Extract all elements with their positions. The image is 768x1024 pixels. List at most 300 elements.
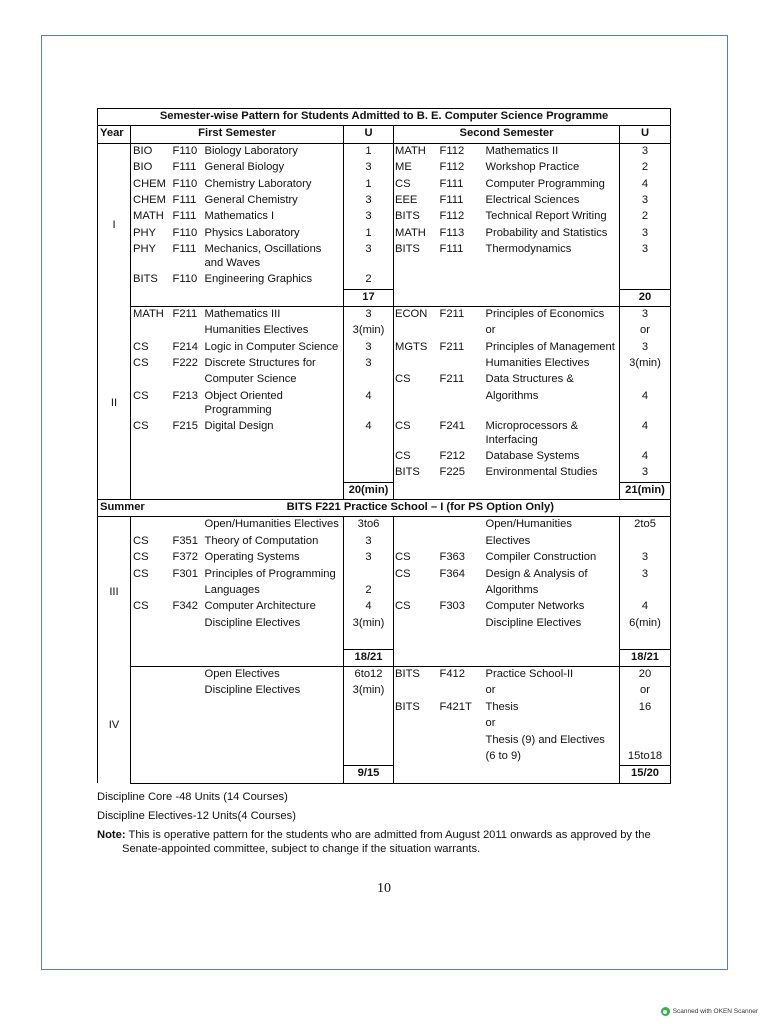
- course-dept: [394, 534, 438, 550]
- course-units: 3: [344, 160, 394, 176]
- course-title: Design & Analysis of: [485, 567, 588, 580]
- course-dept: [394, 323, 438, 339]
- course-title: Biology Laboratory: [204, 144, 298, 157]
- course-title: Theory of Computation: [204, 534, 319, 547]
- course-title: Thermodynamics: [485, 243, 572, 256]
- course-title: Data Structures &: [485, 373, 574, 386]
- course-units: 3(min): [620, 356, 671, 372]
- course-dept: [394, 716, 438, 732]
- course-title: or: [485, 324, 496, 337]
- course-units: 4: [344, 419, 394, 449]
- course-code: [438, 323, 484, 339]
- course-code: F111: [172, 161, 197, 174]
- course-units: 4: [344, 389, 394, 419]
- course-units: or: [620, 323, 671, 339]
- course-title: or: [485, 684, 496, 697]
- course-units: [620, 583, 671, 599]
- course-title: Languages: [204, 583, 260, 596]
- course-title: Mechanics, Oscillations and Waves: [204, 243, 322, 270]
- year-label: IV: [98, 666, 131, 783]
- course-title: Engineering Graphics: [204, 273, 313, 286]
- course-dept: CS: [133, 419, 149, 432]
- scanner-text: Scanned with OKEN Scanner: [672, 1008, 758, 1015]
- total-row: [98, 289, 671, 306]
- course-dept: BITS: [395, 243, 420, 256]
- course-code: [171, 716, 203, 732]
- course-title: Open Electives: [204, 667, 280, 680]
- course-title: Discrete Structures for: [204, 357, 316, 370]
- course-code: F110: [172, 177, 198, 190]
- table-row: [98, 340, 671, 356]
- course-dept: BITS: [395, 466, 420, 479]
- course-title: Database Systems: [485, 449, 580, 462]
- course-dept: [131, 616, 171, 632]
- course-title: [203, 700, 344, 716]
- course-title: Computer Networks: [485, 600, 585, 613]
- total-units-second: 18/21: [620, 649, 671, 666]
- note-block: [97, 828, 677, 856]
- course-dept: CS: [395, 419, 411, 432]
- course-units: 2: [344, 272, 394, 289]
- course-title: General Chemistry: [204, 193, 298, 206]
- course-title: Workshop Practice: [485, 161, 580, 174]
- course-code: [171, 616, 203, 632]
- course-code: F212: [439, 449, 465, 462]
- course-dept: [131, 749, 171, 766]
- course-dept: [394, 749, 438, 766]
- course-units: 3: [344, 209, 394, 225]
- course-title: [484, 632, 620, 649]
- course-units: 3: [620, 550, 671, 566]
- total-units-first: 20(min): [344, 482, 394, 499]
- course-title: Microprocessors & Interfacing: [485, 419, 579, 446]
- course-units: 4: [620, 449, 671, 465]
- course-title: Computer Architecture: [204, 600, 316, 613]
- course-dept: [131, 583, 171, 599]
- table-row: [98, 389, 671, 419]
- course-code: [171, 683, 203, 699]
- course-code: F111: [439, 193, 464, 206]
- course-units: [344, 716, 394, 732]
- total-row: [98, 649, 671, 666]
- course-units: 16: [620, 700, 671, 716]
- course-code: F214: [172, 340, 198, 353]
- course-code: F211: [172, 307, 198, 320]
- course-units: 3: [344, 242, 394, 272]
- course-units: 2: [620, 209, 671, 225]
- course-title: Logic in Computer Science: [204, 340, 339, 353]
- course-code: F372: [172, 551, 198, 564]
- course-units: 2to5: [620, 517, 671, 534]
- course-code: F421T: [439, 700, 472, 713]
- course-units: 15to18: [620, 749, 671, 766]
- course-title: Algorithms: [485, 583, 539, 596]
- table-row: [98, 449, 671, 465]
- course-units: 3: [620, 226, 671, 242]
- course-code: [171, 666, 203, 683]
- course-units: 3(min): [344, 616, 394, 632]
- course-code: [438, 356, 484, 372]
- course-dept: CS: [133, 357, 149, 370]
- course-units: [344, 632, 394, 649]
- course-code: F110: [172, 144, 198, 157]
- total-units-second: 21(min): [620, 482, 671, 499]
- course-code: [438, 583, 484, 599]
- course-title: Practice School-II: [485, 667, 574, 680]
- course-code: F111: [172, 243, 197, 256]
- course-title: [203, 449, 344, 465]
- course-dept: [131, 666, 171, 683]
- total-units-first: 9/15: [344, 766, 394, 783]
- table-row: [98, 323, 671, 339]
- discipline-core-text: Discipline Core -48 Units (14 Courses): [97, 791, 288, 803]
- course-units: [344, 449, 394, 465]
- course-dept: CHEM: [133, 193, 166, 206]
- year-label: III: [98, 517, 131, 667]
- course-units: [620, 716, 671, 732]
- course-code: F412: [439, 667, 465, 680]
- course-dept: BIO: [133, 161, 153, 174]
- total-units-first: 17: [344, 289, 394, 306]
- course-units: 3: [344, 356, 394, 372]
- course-units: 3(min): [344, 683, 394, 699]
- course-title: Compiler Construction: [485, 551, 597, 564]
- table-row: [98, 272, 671, 289]
- course-units: 6(min): [620, 616, 671, 632]
- course-code: F213: [172, 389, 198, 402]
- course-title: [203, 465, 344, 482]
- discipline-electives-text: Discipline Electives-12 Units(4 Courses): [97, 810, 296, 822]
- course-units: [620, 272, 671, 289]
- course-code: F211: [439, 373, 465, 386]
- course-units: 3to6: [344, 517, 394, 534]
- course-dept: CS: [133, 600, 149, 613]
- course-code: F301: [172, 567, 198, 580]
- table-row: [98, 193, 671, 209]
- table-row: [98, 419, 671, 449]
- spacer: [131, 766, 344, 783]
- course-units: 2: [620, 160, 671, 176]
- course-code: [171, 465, 203, 482]
- table-row: [98, 534, 671, 550]
- header-units-second: U: [620, 126, 671, 143]
- course-code: [438, 517, 484, 534]
- course-code: [171, 517, 203, 534]
- course-title: Open/Humanities Electives: [204, 518, 339, 531]
- course-dept: CS: [395, 449, 411, 462]
- course-code: [438, 616, 484, 632]
- course-units: [344, 372, 394, 388]
- course-dept: MATH: [133, 210, 164, 223]
- course-code: [171, 583, 203, 599]
- course-code: [438, 716, 484, 732]
- table-row: [98, 666, 671, 683]
- course-title: Principles of Economics: [485, 307, 605, 320]
- course-units: 3: [620, 143, 671, 160]
- note-line-1: This is operative pattern for the students who are admitted from August 2011 onwards as approved by the: [128, 829, 651, 841]
- course-code: F111: [439, 177, 464, 190]
- course-dept: [394, 583, 438, 599]
- course-dept: ECON: [395, 307, 428, 320]
- course-code: F303: [439, 600, 465, 613]
- curriculum-table: [97, 108, 671, 784]
- course-code: [438, 632, 484, 649]
- course-title: Mathematics II: [485, 144, 559, 157]
- course-units: 3: [344, 534, 394, 550]
- table-row: [98, 209, 671, 225]
- header-units-first: U: [344, 126, 394, 143]
- course-code: F110: [172, 273, 198, 286]
- table-row: [98, 733, 671, 749]
- total-row: [98, 482, 671, 499]
- course-title: [203, 749, 344, 766]
- total-units-first: 18/21: [344, 649, 394, 666]
- course-units: 4: [344, 599, 394, 615]
- course-dept: CS: [395, 567, 411, 580]
- course-units: 3(min): [344, 323, 394, 339]
- course-title: Discipline Electives: [485, 616, 582, 629]
- spacer: [131, 289, 344, 306]
- course-title: [203, 733, 344, 749]
- course-dept: CS: [395, 600, 411, 613]
- course-title: Principles of Management: [485, 340, 615, 353]
- course-dept: CS: [133, 551, 149, 564]
- course-title: Computer Programming: [485, 177, 605, 190]
- spacer: [394, 289, 620, 306]
- course-dept: [131, 465, 171, 482]
- course-dept: BITS: [395, 667, 420, 680]
- course-units: 3: [344, 550, 394, 566]
- course-units: [344, 749, 394, 766]
- spacer: [131, 649, 344, 666]
- table-row: [98, 616, 671, 632]
- course-units: 3: [620, 193, 671, 209]
- scanner-watermark: [661, 1007, 758, 1016]
- course-dept: [131, 733, 171, 749]
- header-first-semester: First Semester: [131, 126, 344, 143]
- course-title: Digital Design: [204, 419, 274, 432]
- year-label: I: [98, 143, 131, 306]
- course-title: Electives: [485, 534, 531, 547]
- course-units: 3: [620, 242, 671, 272]
- course-dept: CS: [395, 373, 411, 386]
- course-title: Mathematics I: [204, 210, 275, 223]
- table-caption: Semester-wise Pattern for Students Admitted to B. E. Computer Science Programme: [98, 109, 671, 126]
- course-units: 3: [620, 306, 671, 323]
- course-title: Thesis (9) and Electives: [485, 733, 605, 746]
- page-number: 10: [377, 881, 391, 896]
- course-title: Object Oriented Programming: [204, 389, 283, 416]
- course-title: Operating Systems: [204, 551, 300, 564]
- course-units: [344, 567, 394, 583]
- course-units: [620, 632, 671, 649]
- course-code: [171, 733, 203, 749]
- course-title: Environmental Studies: [485, 466, 598, 479]
- header-second-semester: Second Semester: [394, 126, 620, 143]
- header-year: Year: [98, 126, 131, 143]
- table-row: [98, 372, 671, 388]
- course-title: Electrical Sciences: [485, 193, 580, 206]
- course-units: 4: [620, 177, 671, 193]
- course-dept: CS: [133, 534, 149, 547]
- course-code: F113: [439, 226, 465, 239]
- course-dept: MATH: [395, 226, 426, 239]
- course-units: 3: [344, 306, 394, 323]
- course-dept: [394, 733, 438, 749]
- course-units: or: [620, 683, 671, 699]
- course-code: F363: [439, 551, 465, 564]
- course-dept: CS: [395, 551, 411, 564]
- course-units: 4: [620, 389, 671, 419]
- course-title: [203, 716, 344, 732]
- table-row: [98, 599, 671, 615]
- course-title: Probability and Statistics: [485, 226, 608, 239]
- table-row: [98, 550, 671, 566]
- course-units: 1: [344, 143, 394, 160]
- table-row: [98, 177, 671, 193]
- course-code: F342: [172, 600, 198, 613]
- table-row: [98, 749, 671, 766]
- course-dept: PHY: [133, 226, 157, 239]
- note-line-2: Senate-appointed committee, subject to change if the situation warrants.: [122, 843, 481, 855]
- course-units: [344, 733, 394, 749]
- course-code: [171, 449, 203, 465]
- course-dept: BIO: [133, 144, 153, 157]
- course-title: Physics Laboratory: [204, 226, 300, 239]
- course-code: [171, 749, 203, 766]
- table-row: [98, 242, 671, 272]
- table-row: [98, 356, 671, 372]
- course-dept: [131, 517, 171, 534]
- course-dept: MGTS: [395, 340, 428, 353]
- course-code: F211: [439, 340, 465, 353]
- course-dept: [394, 272, 438, 289]
- summer-label: Summer: [98, 500, 171, 517]
- table-header-row: [98, 126, 671, 143]
- course-title: Chemistry Laboratory: [204, 177, 312, 190]
- table-row: [98, 632, 671, 649]
- course-title: or: [485, 717, 496, 730]
- course-dept: [394, 517, 438, 534]
- course-dept: [394, 616, 438, 632]
- course-title: [484, 272, 620, 289]
- course-title: Humanities Electives: [204, 324, 309, 337]
- course-code: [438, 749, 484, 766]
- course-dept: CS: [133, 340, 149, 353]
- course-units: 3: [344, 193, 394, 209]
- course-dept: MATH: [395, 144, 426, 157]
- course-title: Technical Report Writing: [485, 210, 607, 223]
- course-units: 2: [344, 583, 394, 599]
- course-title: Discipline Electives: [204, 616, 301, 629]
- table-row: [98, 143, 671, 160]
- course-code: [171, 700, 203, 716]
- course-code: F364: [439, 567, 465, 580]
- course-title: Algorithms: [485, 389, 539, 402]
- course-code: [438, 389, 484, 419]
- course-units: 3: [344, 340, 394, 356]
- table-row: [98, 700, 671, 716]
- spacer: [394, 766, 620, 783]
- course-dept: BITS: [395, 700, 420, 713]
- course-dept: ME: [395, 161, 412, 174]
- course-dept: [394, 356, 438, 372]
- course-code: F211: [439, 307, 465, 320]
- course-dept: BITS: [133, 273, 158, 286]
- course-units: 1: [344, 226, 394, 242]
- course-dept: [131, 700, 171, 716]
- course-units: [620, 372, 671, 388]
- course-code: F222: [172, 357, 198, 370]
- course-dept: [131, 449, 171, 465]
- course-dept: PHY: [133, 243, 157, 256]
- course-units: 1: [344, 177, 394, 193]
- course-dept: CS: [395, 177, 411, 190]
- course-code: [171, 372, 203, 388]
- summer-row: [98, 500, 671, 517]
- course-units: 20: [620, 666, 671, 683]
- course-dept: [131, 716, 171, 732]
- course-code: F111: [172, 210, 197, 223]
- course-code: F112: [439, 210, 465, 223]
- course-title: Open/Humanities: [485, 518, 572, 531]
- total-units-second: 20: [620, 289, 671, 306]
- course-dept: CS: [133, 389, 149, 402]
- course-units: [344, 465, 394, 482]
- summer-practice-school: BITS F221 Practice School – I (for PS Option Only): [171, 500, 671, 517]
- course-title: [203, 632, 344, 649]
- course-dept: BITS: [395, 210, 420, 223]
- course-dept: [131, 632, 171, 649]
- course-title: (6 to 9): [485, 749, 521, 762]
- course-code: F241: [439, 419, 465, 432]
- course-dept: [394, 632, 438, 649]
- table-row: [98, 306, 671, 323]
- course-title: Mathematics III: [204, 307, 281, 320]
- course-code: [438, 534, 484, 550]
- course-dept: EEE: [395, 193, 418, 206]
- course-code: F111: [439, 243, 464, 256]
- course-dept: CS: [133, 567, 149, 580]
- spacer: [394, 649, 620, 666]
- course-units: 3: [620, 465, 671, 482]
- total-row: [98, 766, 671, 783]
- course-code: F215: [172, 419, 198, 432]
- table-row: [98, 465, 671, 482]
- course-title: Discipline Electives: [204, 684, 301, 697]
- course-code: F351: [172, 534, 198, 547]
- course-title: Computer Science: [204, 373, 297, 386]
- table-row: [98, 226, 671, 242]
- course-code: [438, 733, 484, 749]
- table-row: [98, 583, 671, 599]
- course-units: [620, 733, 671, 749]
- note-label: Note:: [97, 829, 126, 841]
- course-title: General Biology: [204, 161, 285, 174]
- course-code: [438, 683, 484, 699]
- course-title: Humanities Electives: [485, 357, 590, 370]
- course-dept: [131, 683, 171, 699]
- course-dept: [131, 323, 171, 339]
- course-code: F112: [439, 161, 465, 174]
- course-code: F112: [439, 144, 465, 157]
- table-row: [98, 716, 671, 732]
- course-dept: MATH: [133, 307, 164, 320]
- course-dept: [394, 683, 438, 699]
- spacer: [394, 482, 620, 499]
- table-caption-row: [98, 109, 671, 126]
- course-dept: CHEM: [133, 177, 166, 190]
